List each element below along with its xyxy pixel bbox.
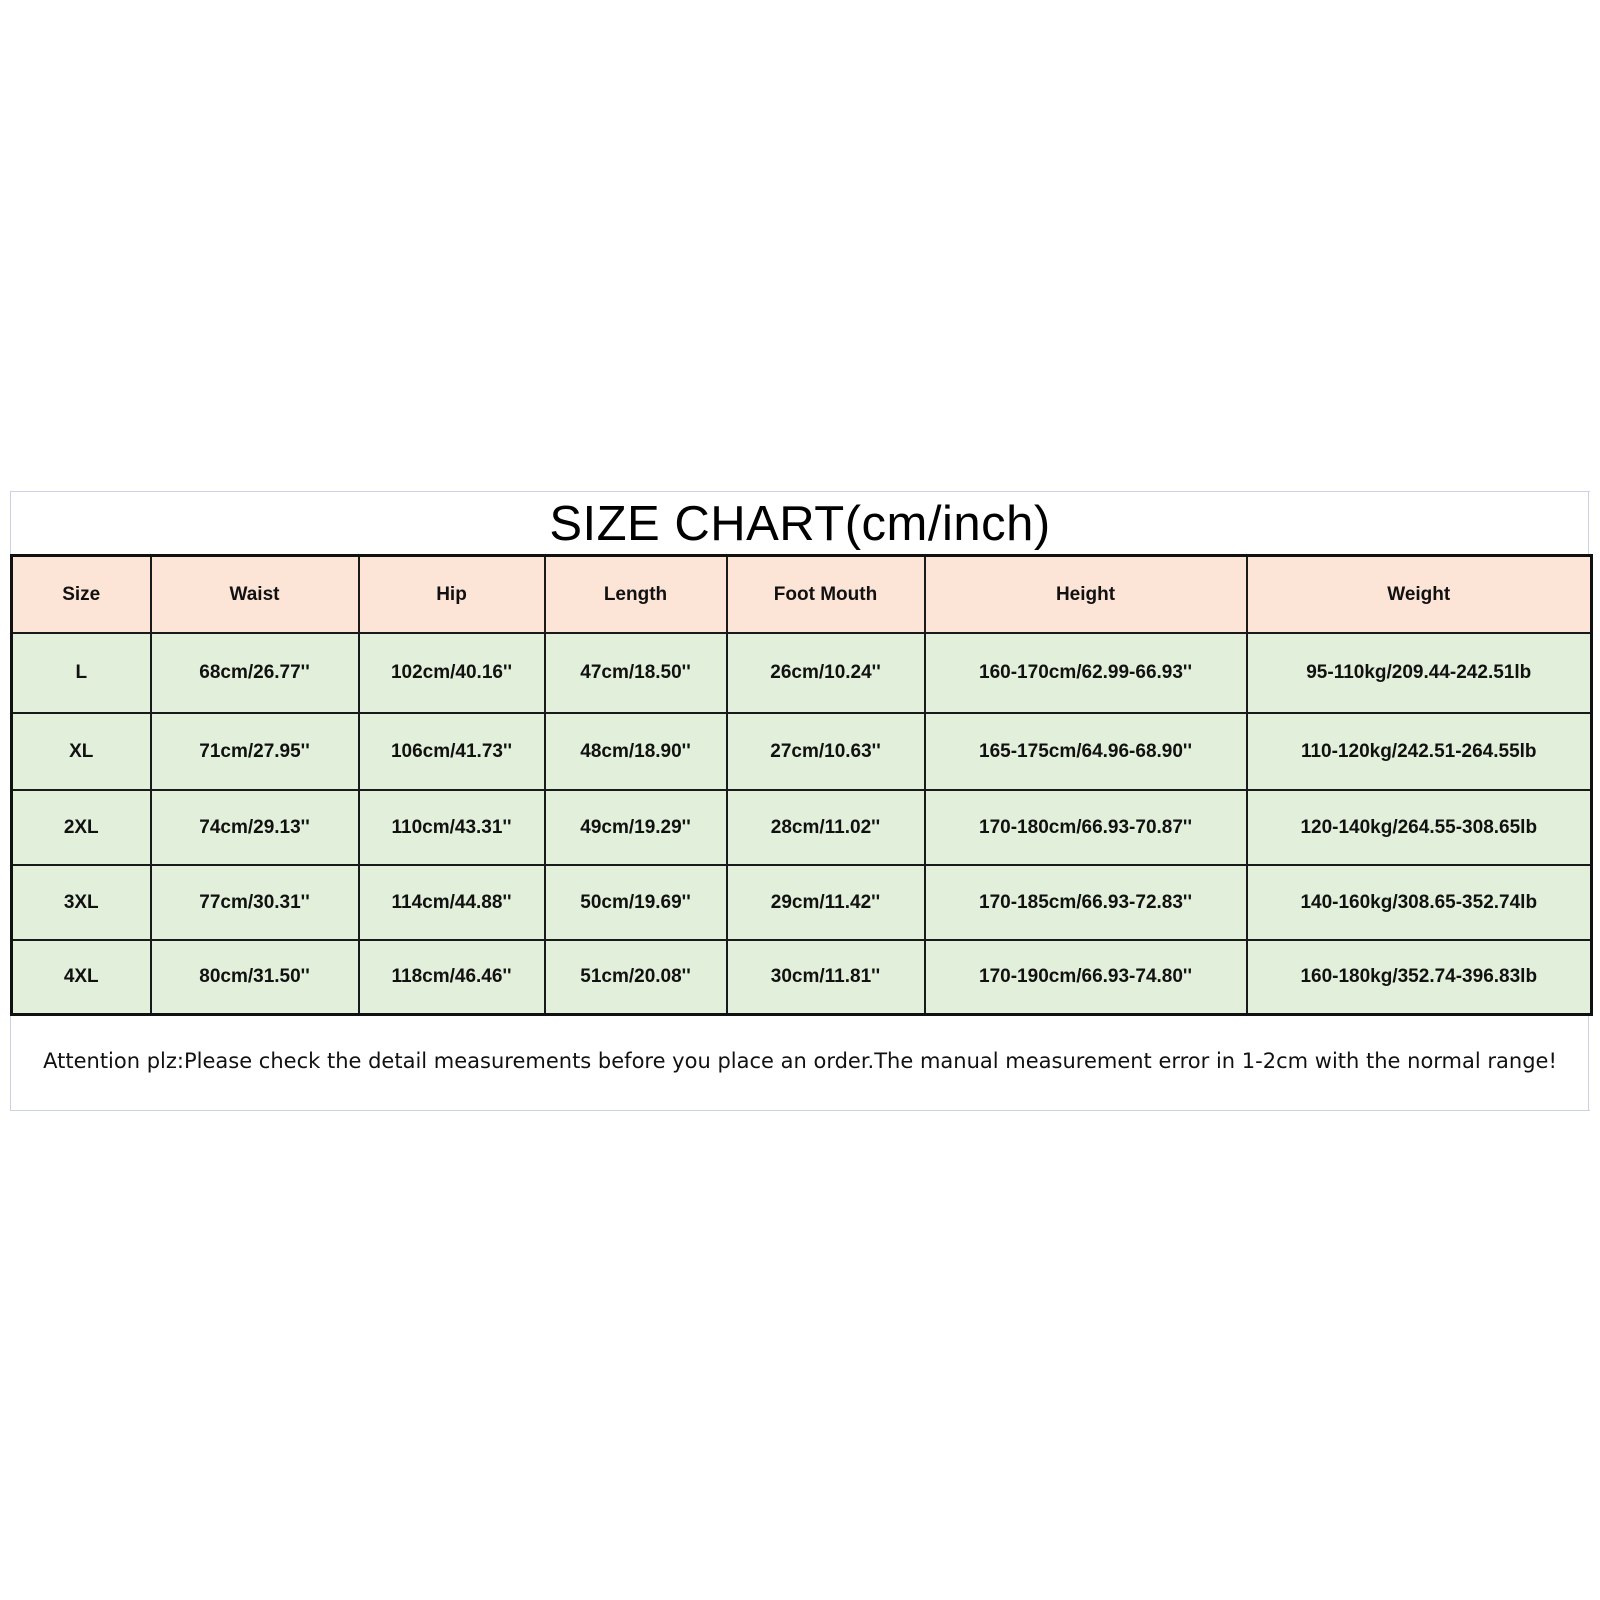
cell-size: 2XL xyxy=(12,790,151,865)
cell-length: 51cm/20.08'' xyxy=(545,940,727,1015)
table-row xyxy=(12,713,1592,790)
cell-length: 47cm/18.50'' xyxy=(545,633,727,713)
cell-foot-mouth: 30cm/11.81'' xyxy=(727,940,925,1015)
header-length: Length xyxy=(545,556,727,634)
size-chart-table xyxy=(10,554,1593,1016)
cell-hip: 110cm/43.31'' xyxy=(359,790,545,865)
header-hip: Hip xyxy=(359,556,545,634)
cell-size: L xyxy=(12,633,151,713)
cell-foot-mouth: 28cm/11.02'' xyxy=(727,790,925,865)
cell-length: 50cm/19.69'' xyxy=(545,865,727,940)
size-chart-title: SIZE CHART(cm/inch) xyxy=(549,497,1051,551)
cell-waist: 80cm/31.50'' xyxy=(151,940,359,1015)
cell-length: 48cm/18.90'' xyxy=(545,713,727,790)
cell-weight: 160-180kg/352.74-396.83lb xyxy=(1247,940,1592,1015)
table-row xyxy=(12,790,1592,865)
cell-foot-mouth: 27cm/10.63'' xyxy=(727,713,925,790)
cell-foot-mouth: 29cm/11.42'' xyxy=(727,865,925,940)
header-foot-mouth: Foot Mouth xyxy=(727,556,925,634)
header-size: Size xyxy=(12,556,151,634)
cell-hip: 106cm/41.73'' xyxy=(359,713,545,790)
table-row xyxy=(12,865,1592,940)
cell-waist: 77cm/30.31'' xyxy=(151,865,359,940)
table-row xyxy=(12,633,1592,713)
cell-waist: 68cm/26.77'' xyxy=(151,633,359,713)
cell-length: 49cm/19.29'' xyxy=(545,790,727,865)
header-weight: Weight xyxy=(1247,556,1592,634)
header-height: Height xyxy=(925,556,1247,634)
table-header-row xyxy=(12,556,1592,634)
cell-hip: 118cm/46.46'' xyxy=(359,940,545,1015)
attention-note: Attention plz:Please check the detail measurements before you place an order.The manual measurement error in 1-2cm with the normal range! xyxy=(43,1049,1557,1073)
cell-hip: 114cm/44.88'' xyxy=(359,865,545,940)
cell-height: 165-175cm/64.96-68.90'' xyxy=(925,713,1247,790)
header-waist: Waist xyxy=(151,556,359,634)
cell-waist: 74cm/29.13'' xyxy=(151,790,359,865)
cell-size: 4XL xyxy=(12,940,151,1015)
cell-weight: 110-120kg/242.51-264.55lb xyxy=(1247,713,1592,790)
cell-size: 3XL xyxy=(12,865,151,940)
table-row xyxy=(12,940,1592,1015)
cell-height: 170-185cm/66.93-72.83'' xyxy=(925,865,1247,940)
cell-height: 170-180cm/66.93-70.87'' xyxy=(925,790,1247,865)
cell-weight: 95-110kg/209.44-242.51lb xyxy=(1247,633,1592,713)
cell-size: XL xyxy=(12,713,151,790)
cell-height: 170-190cm/66.93-74.80'' xyxy=(925,940,1247,1015)
cell-hip: 102cm/40.16'' xyxy=(359,633,545,713)
cell-weight: 120-140kg/264.55-308.65lb xyxy=(1247,790,1592,865)
cell-height: 160-170cm/62.99-66.93'' xyxy=(925,633,1247,713)
cell-weight: 140-160kg/308.65-352.74lb xyxy=(1247,865,1592,940)
cell-foot-mouth: 26cm/10.24'' xyxy=(727,633,925,713)
cell-waist: 71cm/27.95'' xyxy=(151,713,359,790)
